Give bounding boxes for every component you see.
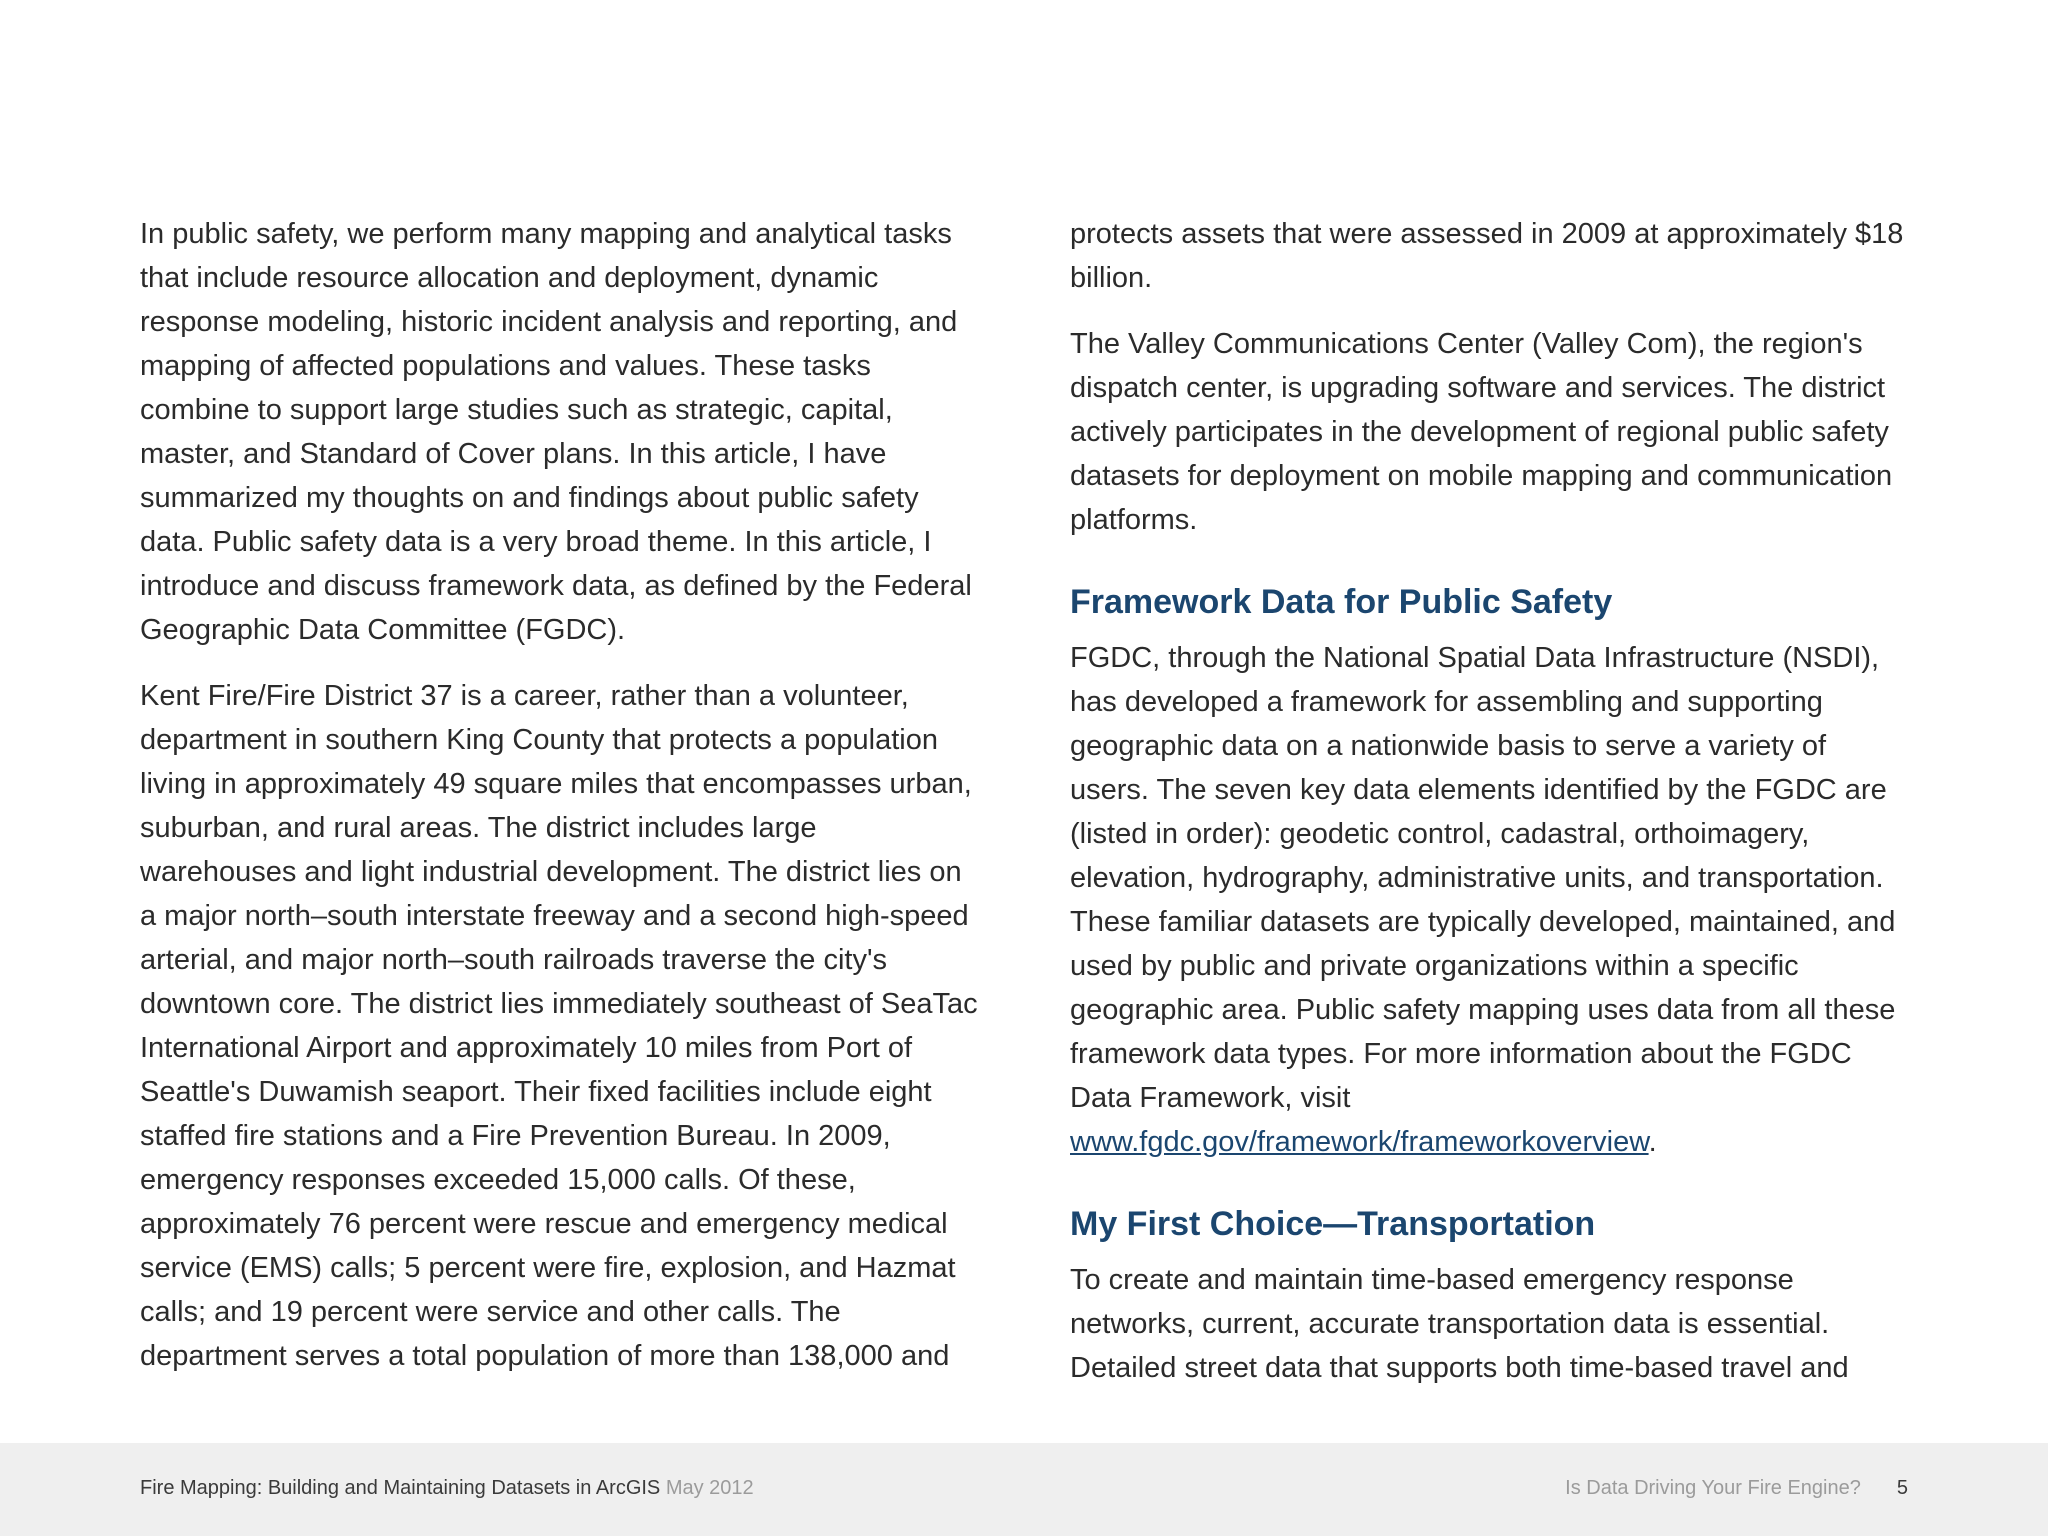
footer-article-title: Is Data Driving Your Fire Engine?: [1565, 1477, 1861, 1499]
district-paragraph: Kent Fire/Fire District 37 is a career, rather than a volunteer, department in southern King County that protects a population living in approximately 49 square miles that encompasses urban, suburban, and rural areas. The district includes large warehouses and light industrial development. The district lies on a major north–south interstate freeway and a second high-speed arterial, and major north–south railroads traverse the city's downtown core. The district lies immediately southeast of SeaTac International Airport and approximately 10 miles from Port of Seattle's Duwamish seaport. Their fixed facilities include eight staffed fire stations and a Fire Prevention Bureau. In 2009, emergency responses exceeded 15,000 calls. Of these, approximately 76 percent were rescue and emergency medical service (EMS) calls; 5 percent were fire, explosion, and Hazmat calls; and 19 percent were service and other calls. The department serves a total population of more than 138,000 and: [140, 680, 978, 1372]
footer-article-info: [1565, 1477, 1908, 1500]
page-number: 5: [1896, 1477, 1908, 1499]
framework-period: .: [1648, 1126, 1657, 1158]
framework-body: FGDC, through the National Spatial Data Infrastructure (NSDI), has developed a framework for assembling and supporting geographic data on a nationwide basis to serve a variety of users. The seven key data elements identified by the FGDC are (listed in order): geodetic control, cadastral, orthoimagery, elevation, hydrography, administrative units, and transportation. These familiar datasets are typically developed, maintained, and used by public and private organizations within a specific geographic area. Public safety mapping uses data from all these framework data types. For more information about the FGDC Data Framework, visit: [1070, 642, 1896, 1114]
framework-heading: Framework Data for Public Safety: [1070, 583, 1613, 621]
fgdc-framework-link[interactable]: www.fgdc.gov/framework/frameworkoverview: [1070, 1126, 1649, 1158]
footer-publication-title: Fire Mapping: Building and Maintaining Datasets in ArcGIS: [140, 1477, 661, 1499]
right-column: [1070, 212, 1910, 1412]
transportation-heading: My First Choice—Transportation: [1070, 1205, 1596, 1243]
assets-paragraph: protects assets that were assessed in 2009 at approximately $18 billion.: [1070, 218, 1904, 294]
intro-paragraph: In public safety, we perform many mapping and analytical tasks that include resource allocation and deployment, dynamic response modeling, historic incident analysis and reporting, and mapping of affected populations and values. These tasks combine to support large studies such as strategic, capital, master, and Standard of Cover plans. In this article, I have summarized my thoughts on and findings about public safety data. Public safety data is a very broad theme. In this article, I introduce and discuss framework data, as defined by the Federal Geographic Data Committee (FGDC).: [140, 218, 972, 646]
framework-paragraph: [1070, 636, 1910, 1164]
footer-publication-info: [140, 1477, 754, 1500]
page-footer: [0, 1443, 2048, 1536]
footer-date: May 2012: [665, 1477, 754, 1499]
transportation-paragraph: To create and maintain time-based emergency response networks, current, accurate transportation data is essential. Detailed street data that supports both time-based travel and: [1070, 1264, 1849, 1384]
left-column: [140, 212, 980, 1400]
valley-com-paragraph: The Valley Communications Center (Valley Com), the region's dispatch center, is upgrading software and services. The district actively participates in the development of regional public safety datasets for deployment on mobile mapping and communication platforms.: [1070, 328, 1893, 536]
